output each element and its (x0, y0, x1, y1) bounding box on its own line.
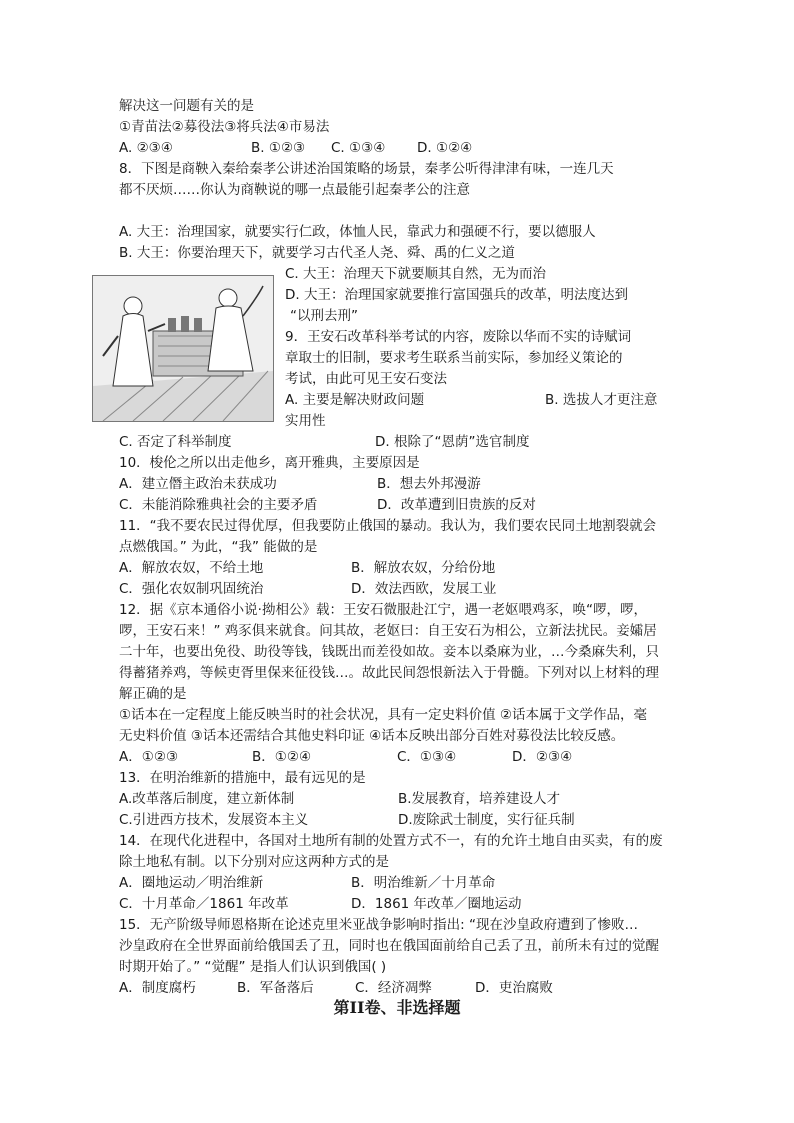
q13-stem: 13．在明治维新的措施中，最有远见的是 (119, 770, 366, 786)
q13-option-b: B.发展教育，培养建设人才 (398, 791, 561, 807)
q14-option-c: C．十月革命／1861 年改革 (119, 896, 289, 912)
q9-stem-line1: 9．王安石改革科举考试的内容，废除以华而不实的诗赋词 (285, 329, 632, 345)
q9-stem-line3: 考试，由此可见王安石变法 (285, 371, 447, 387)
q12-stem-line5: 解正确的是 (119, 686, 187, 702)
q11-stem-line1: 11．“我不要农民过得优厚，但我要防止俄国的暴动。我认为，我们要农民同土地割裂就会 (119, 518, 657, 534)
q7-option-d: D. ①②④ (417, 140, 473, 156)
q15-option-d: D．吏治腐败 (475, 980, 553, 996)
q8-option-a: A. 大王：治理国家，就要实行仁政，体恤人民，靠武力和强硬不行，要以德服人 (119, 224, 596, 240)
q11-option-c: C．强化农奴制巩固统治 (119, 581, 264, 597)
q14-stem-line2: 除土地私有制。以下分别对应这两种方式的是 (119, 854, 389, 870)
q9-option-b-line1: B. 选拔人才更注意 (545, 392, 658, 408)
q14-option-a: A．圈地运动／明治维新 (119, 875, 264, 891)
q10-option-c: C．未能消除雅典社会的主要矛盾 (119, 497, 318, 513)
q12-stem-line1: 12．据《京本通俗小说·拗相公》载：王安石微服赴江宁，遇一老妪喂鸡豕，唤“啰，啰， (119, 602, 647, 618)
q15-stem-line3: 时期开始了。” “觉醒” 是指人们认识到俄国( ) (119, 959, 387, 975)
q12-items-line2: 无史料价值 ③话本还需结合其他史料印证 ④话本反映出部分百姓对募役法比较反感。 (119, 728, 625, 744)
q7-option-c: C. ①③④ (331, 140, 386, 156)
q15-stem-line1: 15．无产阶级导师恩格斯在论述克里米亚战争影响时指出: “现在沙皇政府遭到了惨败… (119, 917, 639, 933)
q15-stem-line2: 沙皇政府在全世界面前给俄国丢了丑，同时也在俄国面前给自己丢了丑，前所未有过的觉醒 (119, 938, 659, 954)
q9-option-b-line2: 实用性 (285, 413, 326, 429)
q8-stem-line2: 都不厌烦……你认为商鞅说的哪一点最能引起秦孝公的注意 (119, 182, 470, 198)
q11-option-d: D．效法西欧，发展工业 (351, 581, 497, 597)
q7-items: ①青苗法②募役法③将兵法④市易法 (119, 119, 330, 135)
q15-option-c: C．经济凋弊 (355, 980, 432, 996)
q7-option-b: B. ①②③ (251, 140, 306, 156)
q14-options-row1 (119, 873, 495, 894)
q10-option-a: A．建立僭主政治未获成功 (119, 476, 277, 492)
q12-items-line1: ①话本在一定程度上能反映当时的社会状况，具有一定史料价值 ②话本属于文学作品，毫 (119, 707, 647, 723)
q8-option-c: C. 大王：治理天下就要顺其自然，无为而治 (285, 266, 547, 282)
q12-stem-line3: 二十年，也要出免役、助役等钱，钱既出而差役如故。妾本以桑麻为业，…今桑麻失利，只 (119, 644, 659, 660)
shang-yang-illustration (92, 275, 274, 422)
q10-option-d: D．改革遭到旧贵族的反对 (377, 497, 536, 513)
q7-stem-end: 解决这一问题有关的是 (119, 98, 254, 114)
q14-option-b: B．明治维新／十月革命 (351, 875, 496, 891)
q10-options-row1 (119, 474, 481, 495)
q15-option-b: B．军备落后 (237, 980, 314, 996)
q12-option-c: C．①③④ (397, 749, 457, 765)
q13-options-row2 (119, 810, 575, 831)
q12-option-d: D．②③④ (512, 749, 573, 765)
q13-option-c: C.引进西方技术，发展资本主义 (119, 812, 309, 828)
q10-options-row2 (119, 495, 536, 516)
q11-options-row1 (119, 558, 495, 579)
q14-stem-line1: 14．在现代化进程中，各国对土地所有制的处置方式不一，有的允许土地自由买卖，有的废 (119, 833, 663, 849)
q10-stem: 10．梭伦之所以出走他乡，离开雅典，主要原因是 (119, 455, 420, 471)
q11-option-b: B．解放农奴，分给份地 (351, 560, 496, 576)
q11-options-row2 (119, 579, 496, 600)
q8-option-d-line2: “以刑去刑” (290, 308, 358, 324)
section-title: 第II卷、非选择题 (333, 998, 461, 1017)
q9-option-d: D. 根除了“恩荫”选官制度 (375, 434, 530, 450)
q9-option-c: C. 否定了科举制度 (119, 434, 232, 450)
q12-option-b: B．①②④ (252, 749, 312, 765)
q15-option-a: A．制度腐朽 (119, 980, 196, 996)
q11-option-a: A．解放农奴，不给土地 (119, 560, 264, 576)
q10-option-b: B．想去外邦漫游 (377, 476, 481, 492)
q13-options-row1 (119, 789, 560, 810)
q14-option-d: D．1861 年改革／圈地运动 (351, 896, 522, 912)
q12-stem-line2: 啰，王安石来！” 鸡豕俱来就食。问其故，老妪曰：自王安石为相公，立新法扰民。妾孀居 (119, 623, 657, 639)
q14-options-row2 (119, 894, 522, 915)
q8-stem-line1: 8．下图是商鞅入秦给秦孝公讲述治国策略的场景，秦孝公听得津津有味，一连几天 (119, 161, 614, 177)
q12-stem-line4: 得蓄猪养鸡，等候吏胥里保来征役钱…。故此民间怨恨新法入于骨髓。下列对以上材料的理 (119, 665, 659, 681)
q8-option-b: B. 大王：你要治理天下，就要学习古代圣人尧、舜、禹的仁义之道 (119, 245, 515, 261)
q7-options (119, 138, 472, 159)
q9-option-a: A. 主要是解决财政问题 (285, 392, 425, 408)
q12-option-a: A．①②③ (119, 749, 179, 765)
q13-option-d: D.废除武士制度，实行征兵制 (398, 812, 575, 828)
q13-option-a: A.改革落后制度，建立新体制 (119, 791, 295, 807)
q11-stem-line2: 点燃俄国。” 为此，“我” 能做的是 (119, 539, 318, 555)
q12-options (119, 747, 572, 768)
q9-stem-line2: 章取士的旧制，要求考生联系当前实际，参加经义策论的 (285, 350, 623, 366)
q7-option-a: A. ②③④ (119, 140, 173, 156)
q8-option-d-line1: D. 大王：治理国家就要推行富国强兵的改革，明法度达到 (285, 287, 628, 303)
